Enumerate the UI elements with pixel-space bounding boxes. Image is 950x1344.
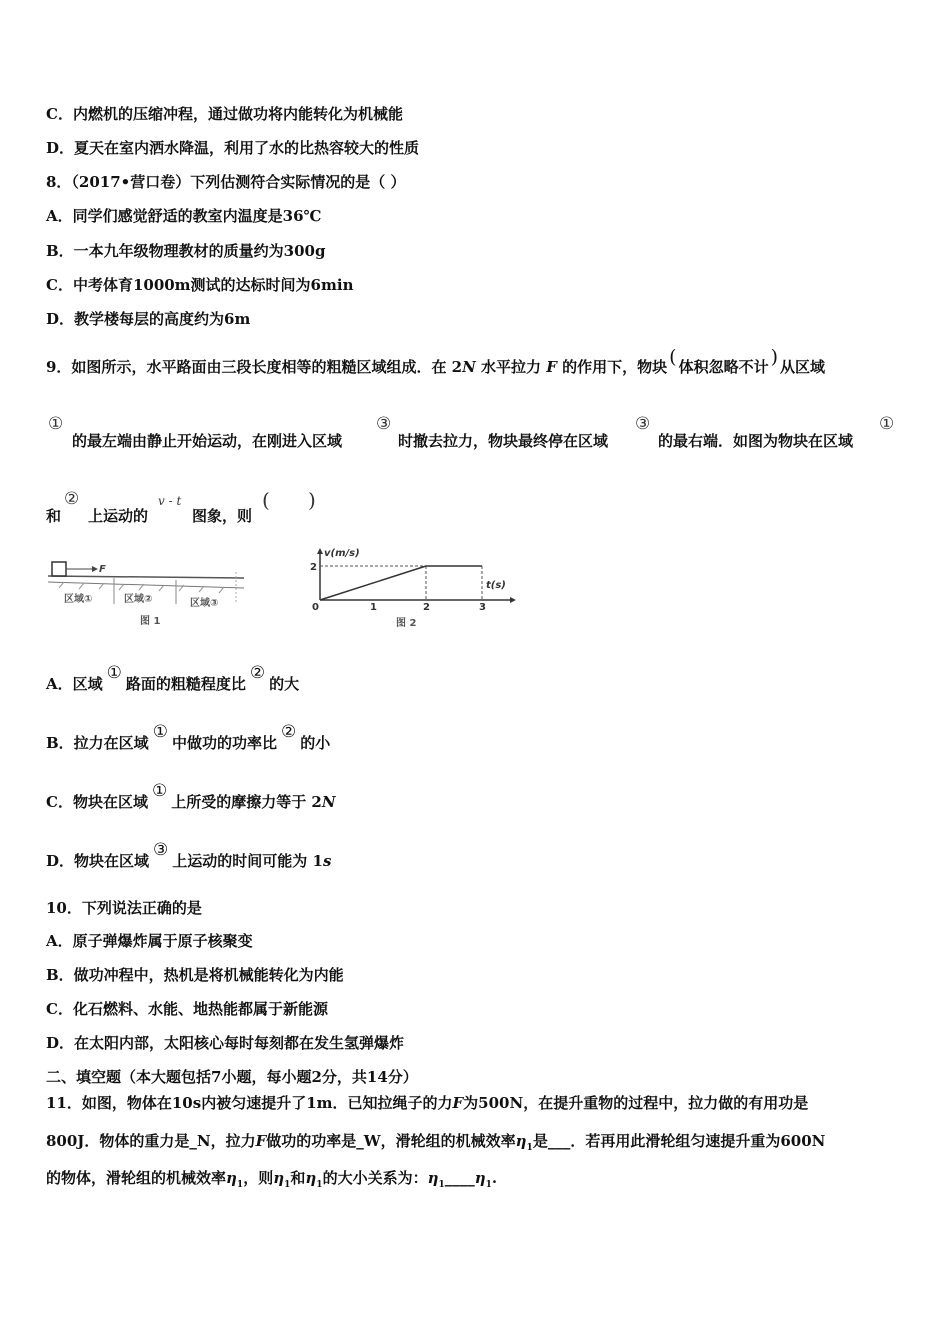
q11-line3 [46, 1167, 497, 1190]
fig1-f-label: F [99, 564, 106, 575]
q9-l3-vt: v - t [158, 494, 182, 508]
fig2-accel-line [320, 566, 426, 600]
figure-2 [306, 546, 520, 632]
q11-l3b: ，则 [243, 1169, 274, 1187]
q8-option-b: B．一本九年级物理教材的质量约为300g [46, 242, 326, 260]
q11-l3eta2: η [273, 1169, 285, 1187]
fig1-ground-top [48, 576, 244, 578]
q9-b-2: 中做功的功率比 [171, 734, 277, 752]
q9-l1-n: N [462, 358, 476, 376]
fig2-y-arrowhead [317, 548, 323, 554]
q9-a-1: A．区域 [46, 675, 103, 693]
q9-l1-paren-close: ) [770, 346, 779, 368]
q11-l3sub: 1 [236, 1180, 244, 1190]
q9-a-3: 的大 [269, 675, 300, 693]
q9-l1-paren-open: ( [669, 346, 677, 368]
q9-d-1: D．物块在区域 [46, 852, 150, 870]
q9-l2-circ-3b: ③ [635, 414, 651, 434]
q9-option-c [46, 781, 336, 812]
q8-option-d: D．教学楼每层的高度约为6m [46, 310, 251, 328]
q9-l2-circ-1b: ① [879, 414, 895, 434]
q9-l1-c: 的作用下，物块 [556, 358, 668, 376]
q10-option-b: B．做功冲程中，热机是将机械能转化为内能 [46, 966, 344, 984]
q8-stem: 8．（2017•营口卷）下列估测符合实际情况的是（ ） [46, 173, 406, 191]
fig2-x-label: t(s) [486, 580, 506, 591]
q9-a-2: 路面的粗糙程度比 [125, 675, 246, 693]
q11-l2b: 做功的功率是_W，滑轮组的机械效率 [266, 1132, 516, 1150]
q11-l3sub2: 1 [284, 1180, 291, 1190]
q9-c-circ-1: ① [151, 781, 168, 801]
q8-option-c: C．中考体育1000m测试的达标时间为6min [46, 276, 354, 294]
q7-option-d: D．夏天在室内洒水降温，利用了水的比热容较大的性质 [46, 139, 420, 157]
fig1-block [52, 562, 66, 576]
q9-b-circ-1: ① [152, 722, 168, 742]
fig2-x-tick-0: 0 [312, 602, 319, 613]
q11-l3sub4: 1 [438, 1180, 445, 1190]
q9-l3-paren-close: ) [308, 488, 316, 512]
q10-option-c: C．化石燃料、水能、地热能都属于新能源 [46, 1000, 328, 1018]
fig1-ground-hatch [59, 582, 224, 593]
q9-b-1: B．拉力在区域 [46, 734, 149, 752]
q8-option-a: A．同学们感觉舒适的教室内温度是36℃ [46, 207, 322, 225]
q11-l2f: F [255, 1132, 267, 1150]
fig1-force-arrowhead [92, 566, 98, 572]
q9-l1-f: F [546, 358, 557, 376]
q11-l1b: 为500N，在提升重物的过程中，拉力做的有用功是 [463, 1094, 809, 1112]
q9-a-circ-1: ① [106, 663, 122, 683]
fig2-x-tick-3: 3 [479, 602, 486, 613]
q11-line1 [46, 1092, 808, 1113]
q9-option-a [46, 663, 300, 694]
q9-l2-circ-3a: ③ [376, 414, 392, 434]
q11-l2c: 是___．若再用此滑轮组匀速提升重为600N [532, 1132, 826, 1150]
q9-c-n: N [321, 793, 336, 811]
fig1-caption: 图 1 [140, 616, 161, 627]
q11-l2a: 800J．物体的重力是_N，拉力 [46, 1132, 256, 1150]
fig2-y-tick-2: 2 [310, 562, 317, 573]
q11-l2sub: 1 [526, 1143, 533, 1153]
q10-option-d: D．在太阳内部，太阳核心每时每刻都在发生氢弹爆炸 [46, 1034, 405, 1052]
q9-l1-a: 9．如图所示，水平路面由三段长度相等的粗糙区域组成．在 2 [46, 358, 463, 376]
q9-l2-c: 的最右端．如图为物块在区域 [658, 432, 854, 450]
figure-1 [44, 558, 264, 630]
fig2-x-tick-1: 1 [370, 602, 377, 613]
fig2-x-arrowhead [510, 597, 516, 603]
q9-d-2: 上运动的时间可能为 1 [172, 852, 323, 870]
q11-l3c: 和 [290, 1169, 306, 1187]
q7-option-c: C．内燃机的压缩冲程，通过做功将内能转化为机械能 [46, 105, 403, 123]
q9-l3-a: 和 [46, 507, 62, 525]
q9-l2-a: 的最左端由静止开始运动，在刚进入区域 [72, 432, 343, 450]
q9-option-b [46, 722, 331, 753]
q9-l3-c: 图象，则 [192, 507, 253, 525]
q9-l3-b: 上运动的 [88, 507, 149, 525]
q9-d-circ-3: ③ [153, 840, 169, 860]
q9-c-2: 上所受的摩擦力等于 2 [171, 793, 322, 811]
fig2-caption: 图 2 [396, 618, 417, 629]
fig1-zone-2: 区域② [124, 594, 153, 605]
q9-c-1: C．物块在区域 [46, 793, 148, 811]
q9-l1-b: 水平拉力 [475, 358, 547, 376]
section-2-heading: 二、填空题（本大题包括7小题，每小题2分，共14分） [46, 1068, 418, 1086]
q11-l1a: 11．如图，物体在10s内被匀速提升了1m．已知拉绳子的力 [46, 1094, 453, 1112]
q9-l1-d: 体积忽略不计 [678, 358, 769, 376]
q9-a-circ-2: ② [249, 663, 266, 683]
fig1-ground-bottom [48, 582, 244, 588]
q10-stem: 10．下列说法正确的是 [46, 899, 202, 917]
q10-option-a: A．原子弹爆炸属于原子核聚变 [46, 932, 253, 950]
q9-d-s: s [322, 852, 332, 870]
q11-l3eta3: η [305, 1169, 317, 1187]
q11-l3sub5: 1 [485, 1180, 492, 1190]
q11-l3a: 的物体，滑轮组的机械效率 [46, 1169, 227, 1187]
q9-stem-line1 [46, 346, 826, 377]
fig1-zone-1: 区域① [64, 594, 93, 605]
q9-l1-e: 从区域 [780, 358, 826, 376]
q11-l3e: ____ [444, 1169, 475, 1187]
q9-l3-circ-2: ② [64, 489, 80, 509]
fig1-zone-3: 区域③ [190, 598, 219, 609]
q11-l2eta: η [515, 1132, 527, 1150]
q9-l2-circ-1: ① [48, 414, 64, 434]
q9-l3-paren-open: ( [262, 488, 270, 512]
q11-l3eta5: η [474, 1169, 486, 1187]
q11-l3eta: η [226, 1169, 237, 1187]
q11-l3f: . [491, 1169, 498, 1187]
q9-b-circ-2: ② [280, 722, 297, 742]
q9-l2-b: 时撤去拉力，物块最终停在区域 [398, 432, 609, 450]
q11-l1f: F [452, 1094, 464, 1112]
fig2-y-label: v(m/s) [324, 548, 360, 559]
fig2-x-tick-2: 2 [423, 602, 430, 613]
q9-option-d [46, 840, 332, 871]
q11-l3sub3: 1 [316, 1180, 323, 1190]
q11-line2 [46, 1130, 825, 1153]
q11-l3d: 的大小关系为： [322, 1169, 428, 1187]
q11-l3eta4: η [427, 1169, 439, 1187]
q9-b-3: 的小 [300, 734, 331, 752]
